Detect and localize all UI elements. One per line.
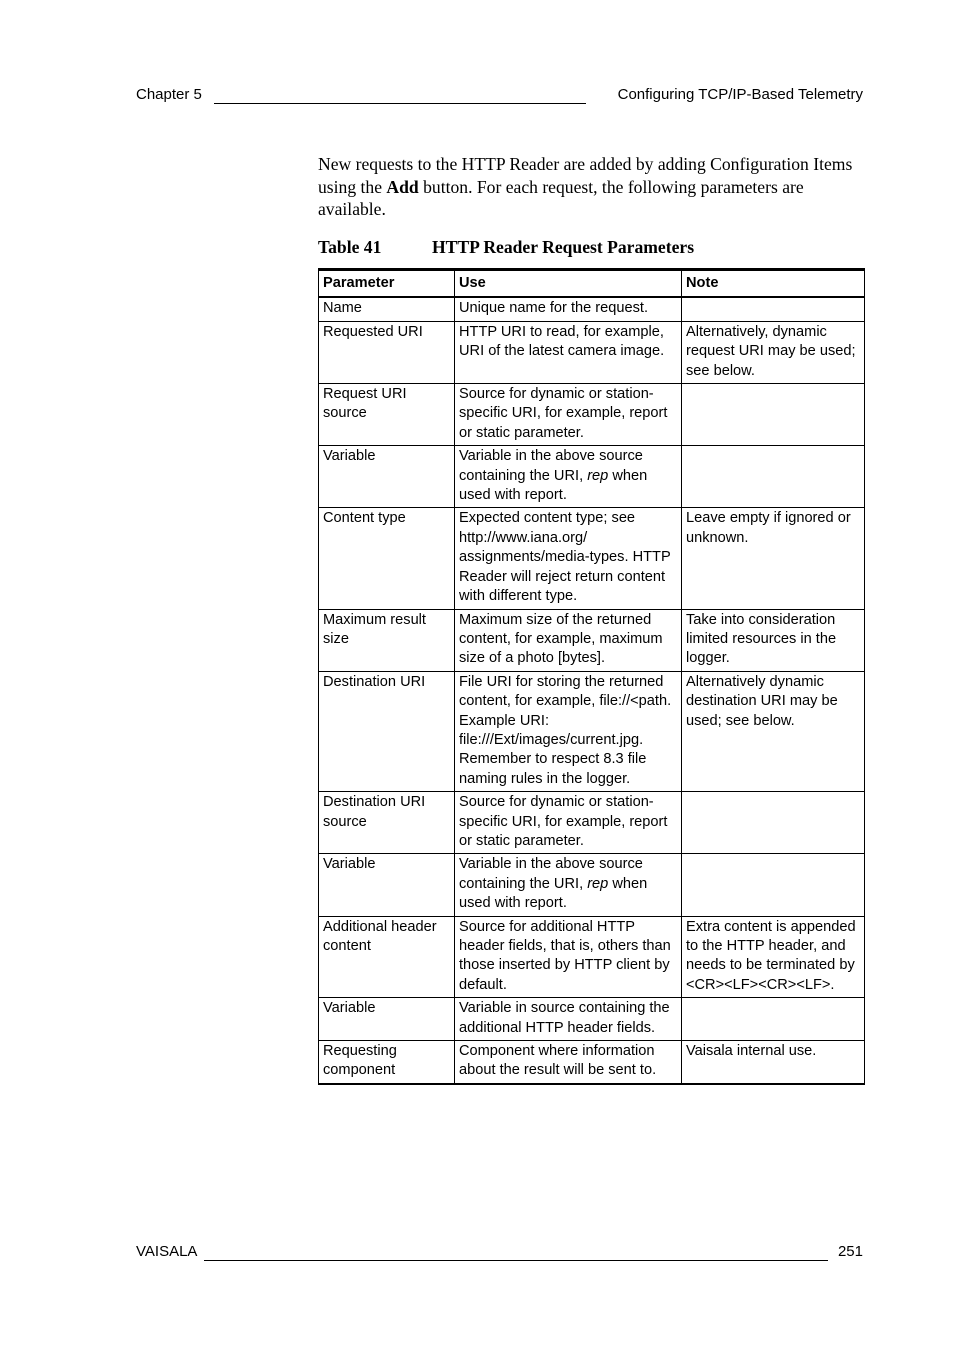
table-title: HTTP Reader Request Parameters: [432, 237, 695, 257]
use-italic-text: rep: [587, 875, 609, 892]
parameter-cell: Maximum result size: [319, 609, 455, 671]
table-row: [319, 321, 865, 383]
use-italic-text: rep: [587, 467, 609, 484]
use-cell: Variable in source containing the additional HTTP header fields.: [455, 998, 682, 1041]
table-row: [319, 792, 865, 854]
parameter-cell: Destination URI: [319, 671, 455, 791]
header-rule: [214, 103, 586, 104]
use-cell: Source for dynamic or station-specific URI, for example, report or static parameter.: [455, 792, 682, 854]
column-header-parameter: Parameter: [319, 270, 455, 298]
column-header-note: Note: [682, 270, 865, 298]
use-cell: HTTP URI to read, for example, URI of the latest camera image.: [455, 321, 682, 383]
table-header-row: [319, 270, 865, 298]
note-cell: Leave empty if ignored or unknown.: [682, 508, 865, 609]
table-row: [319, 297, 865, 321]
parameter-cell: Request URI source: [319, 384, 455, 446]
note-cell: Take into consideration limited resources in the logger.: [682, 609, 865, 671]
note-cell: Extra content is appended to the HTTP header, and needs to be terminated by <CR><LF><CR><LF>.: [682, 916, 865, 998]
page-footer: [136, 1243, 863, 1263]
use-text: when used with report.: [459, 875, 648, 912]
http-reader-parameters-table: [318, 268, 865, 1085]
note-cell: Alternatively dynamic destination URI may be used; see below.: [682, 671, 865, 791]
table-row: [319, 508, 865, 609]
use-cell: Maximum size of the returned content, for example, maximum size of a photo [bytes].: [455, 609, 682, 671]
note-cell: [682, 998, 865, 1041]
table-row: [319, 446, 865, 508]
note-cell: Alternatively, dynamic request URI may be used; see below.: [682, 321, 865, 383]
table-row: [319, 609, 865, 671]
use-cell: [455, 446, 682, 508]
chapter-label: Chapter 5: [136, 86, 202, 103]
note-cell: [682, 854, 865, 916]
parameter-cell: Additional header content: [319, 916, 455, 998]
use-text: Variable in the above source containing the URI,: [459, 856, 643, 892]
use-cell: Source for additional HTTP header fields, that is, others than those inserted by HTTP client by default.: [455, 916, 682, 998]
use-cell: [455, 854, 682, 916]
table-row: [319, 1041, 865, 1084]
use-cell: File URI for storing the returned content, for example, file://<path. Example URI: file:///Ext/images/current.jpg. Remember to respect 8.3 file naming rules in the logger.: [455, 671, 682, 791]
table-row: [319, 998, 865, 1041]
parameter-cell: Variable: [319, 998, 455, 1041]
table-row: [319, 916, 865, 998]
note-cell: [682, 446, 865, 508]
column-header-use: Use: [455, 270, 682, 298]
page-number: 251: [837, 1243, 863, 1260]
parameter-cell: Destination URI source: [319, 792, 455, 854]
chapter-title: Configuring TCP/IP-Based Telemetry: [617, 86, 863, 103]
note-cell: [682, 297, 865, 321]
parameter-cell: Content type: [319, 508, 455, 609]
parameter-cell: Requesting component: [319, 1041, 455, 1084]
footer-rule: [204, 1260, 828, 1261]
table-row: [319, 671, 865, 791]
use-cell: Expected content type; see http://www.iana.org/ assignments/media-types. HTTP Reader will reject return content with different type.: [455, 508, 682, 609]
note-cell: [682, 792, 865, 854]
use-text: Variable in the above source containing the URI,: [459, 448, 643, 484]
use-cell: Unique name for the request.: [455, 297, 682, 321]
note-cell: [682, 384, 865, 446]
use-text: when used with report.: [459, 467, 648, 504]
table-row: [319, 384, 865, 446]
use-cell: Source for dynamic or station-specific URI, for example, report or static parameter.: [455, 384, 682, 446]
intro-text-end: button. For each request, the following parameters are available.: [318, 176, 804, 219]
intro-paragraph: [318, 153, 866, 221]
intro-bold-add: Add: [386, 176, 419, 197]
parameter-cell: Name: [319, 297, 455, 321]
parameter-cell: Requested URI: [319, 321, 455, 383]
table-row: [319, 854, 865, 916]
footer-brand: VAISALA: [136, 1243, 198, 1260]
use-cell: Component where information about the result will be sent to.: [455, 1041, 682, 1084]
page-header: [136, 86, 863, 106]
table-number: Table 41: [318, 237, 382, 257]
intro-text-start: New requests to the HTTP Reader are added by adding Configuration Items using the: [318, 154, 853, 197]
note-cell: Vaisala internal use.: [682, 1041, 865, 1084]
parameter-cell: Variable: [319, 446, 455, 508]
parameter-cell: Variable: [319, 854, 455, 916]
